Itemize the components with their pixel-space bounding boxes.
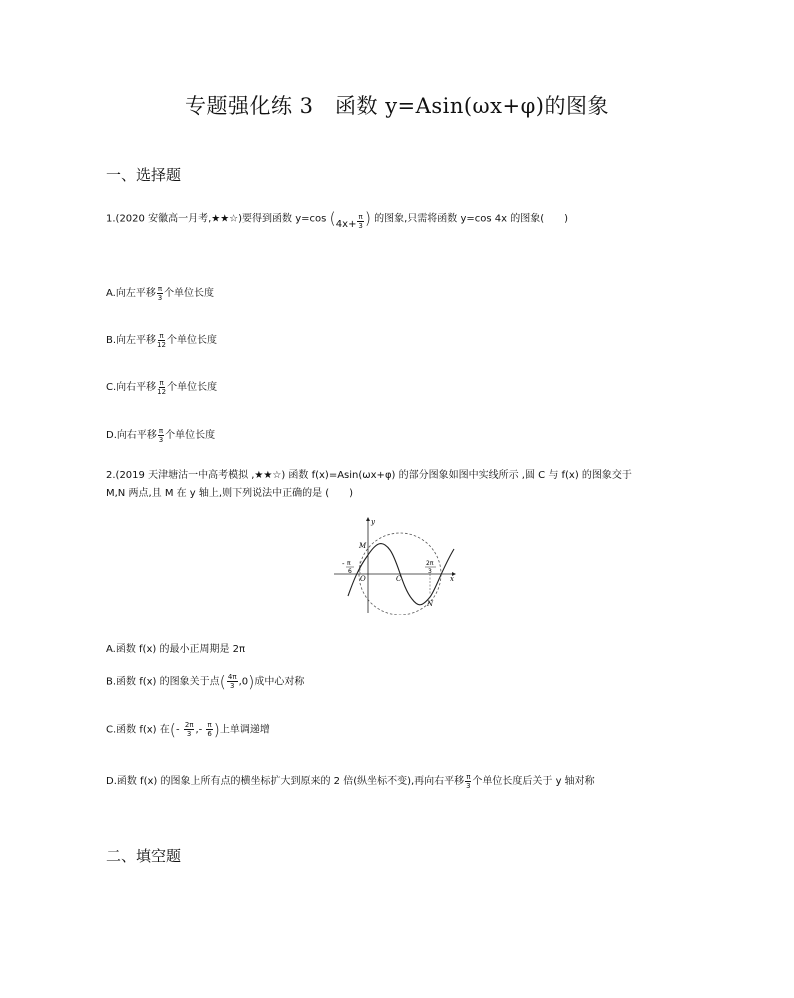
- q2-option-d: D.函数 f(x) 的图象上所有点的横坐标扩大到原来的 2 倍(纵坐标不变),再向右平移 $\frac{\pi}{3}$ 个单位长度后关于 y 轴对称: [106, 772, 595, 790]
- q1-option-a: A.向左平移 $\frac{\pi}{3}$ 个单位长度: [106, 284, 215, 302]
- q2-option-a: A.函数 f(x) 的最小正周期是 2π: [106, 644, 246, 655]
- origin-label: O: [360, 575, 366, 583]
- section-heading-fill: 二、填空题: [106, 847, 182, 865]
- q1-prefix: 1.(2020 安徽高一月考,★★☆)要得到函数 y=cos: [106, 213, 327, 225]
- question-2-line-1: 2.(2019 天津塘沽一中高考模拟 ,★★☆) 函数 f(x)=Asin(ωx+φ) 的部分图象如图中实线所示 ,圆 C 与 f(x) 的图象交于: [106, 470, 632, 481]
- q1-fraction: $\frac{\pi}{3}$: [358, 213, 363, 230]
- x-axis-label: x: [450, 575, 454, 583]
- neg-sign: -: [342, 560, 345, 568]
- q1-left-paren: (: [329, 208, 336, 228]
- q1-option-d: D.向右平移 $\frac{\pi}{3}$ 个单位长度: [106, 426, 216, 444]
- section-heading-choice: 一、选择题: [106, 166, 182, 184]
- q2-option-c: C.函数 f(x) 在(- $\frac{2\pi}{3}$ ,- $\frac{\pi}{6}$ )上单调递增: [106, 720, 270, 739]
- q1-suffix: 的图象,只需将函数 y=cos 4x 的图象( ): [374, 213, 569, 225]
- q1-right-paren: ): [364, 208, 371, 228]
- question-2-line-2: M,N 两点,且 M 在 y 轴上,则下列说法中正确的是 ( ): [106, 488, 354, 499]
- neg-pi-num: π: [347, 560, 351, 567]
- q1-option-c: C.向右平移 $\frac{\pi}{12}$ 个单位长度: [106, 378, 218, 396]
- center-c-label: C: [396, 575, 402, 583]
- y-axis-arrow: [366, 517, 370, 521]
- y-axis-label: y: [371, 518, 375, 526]
- q2-option-b: B.函数 f(x) 的图象关于点( $\frac{4\pi}{3}$ ,0)成中心对称: [106, 672, 305, 691]
- question-1-stem: [106, 208, 569, 230]
- sine-graph-figure: [330, 515, 460, 615]
- point-m-label: M: [359, 542, 367, 550]
- three-den: 3: [428, 568, 432, 575]
- q1-option-b: B.向左平移 $\frac{\pi}{12}$ 个单位长度: [106, 331, 217, 349]
- two-pi-num: 2π: [426, 560, 434, 567]
- six-den: 6: [348, 568, 352, 575]
- page-title: 专题强化练 3 函数 y=Asin(ωx+φ)的图象: [184, 94, 609, 118]
- q1-inner: 4x+: [335, 218, 357, 230]
- point-n-label: N: [427, 600, 434, 608]
